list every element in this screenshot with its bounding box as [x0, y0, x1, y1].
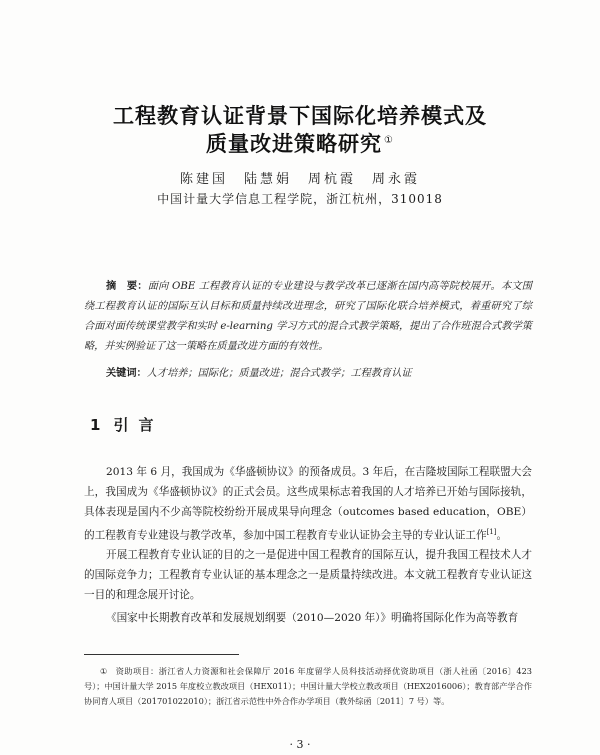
title-line-2-text: 质量改进策略研究: [206, 132, 383, 156]
paragraph-1-text: 2013 年 6 月，我国成为《华盛顿协议》的预备成员。3 年后，在吉隆坡国际工程联盟大会上，我国成为《华盛顿协议》的正式会员。这些成果标志着我国的人才培养已开始与国际接轨，具体表现是国内不少高等院校纷纷开展成果导向理念（outcomes based education，OBE）的工程教育专业建设与教学改革，参加中国工程教育专业认证协会主导的专业认证工作: [84, 466, 532, 542]
body-paragraph-1: [84, 462, 532, 546]
footnote-mark: ①: [100, 666, 108, 676]
abstract: [84, 276, 532, 357]
section-name: 引言: [113, 416, 164, 434]
paper-title-line-2: [60, 128, 540, 158]
keywords-text: 人才培养；国际化；质量改进；混合式教学；工程教育认证: [146, 368, 412, 379]
paragraph-2-text: 开展工程教育专业认证的目的之一是促进中国工程教育的国际互认，提升我国工程技术人才的国际竞争力；工程教育专业认证的基本理念之一是质量持续改进。本文就工程教育专业认证这一目的和理念展开讨论。: [84, 549, 532, 601]
page-number: · 3 ·: [289, 738, 311, 751]
author-list: 陈建国 陆慧娟 周杭霞 周永霞: [179, 172, 420, 187]
title-footnote-mark: ①: [384, 135, 394, 146]
paragraph-1-end: 。: [496, 529, 508, 542]
title-line-1-text: 工程教育认证背景下国际化培养模式及: [113, 104, 487, 128]
footnote-text: 资助项目：浙江省人力资源和社会保障厅 2016 年度留学人员科技活动择优资助项目（浙人社函〔2016〕423 号）；中国计量大学 2015 年度校立教改项目（HEX011）；中国计量大学校立教改项目（HEX2016006）；教育部产学合作协同育人项目（201701022010）；浙江省示范性中外合作办学项目（教外综函〔2011〕7 号）等。: [84, 666, 533, 706]
footnote-divider: [84, 654, 239, 655]
keywords-label: 关键词：: [106, 367, 147, 379]
abstract-text: 面向 OBE 工程教育认证的专业建设与教学改革已逐渐在国内高等院校展开。本文围绕工程教育认证的国际互认目标和质量持续改进理念，研究了国际化联合培养模式，着重研究了综合面对面传统课堂教学和实时 e-learning 学习方式的混合式教学策略，提出了合作班混合式教学策略，并实例验证了这一策略在质量改进方面的有效性。: [84, 281, 532, 352]
body-paragraph-2: [84, 545, 532, 605]
section-heading: [90, 414, 163, 435]
paragraph-3-text: 《国家中长期教育改革和发展规划纲要（2010—2020 年）》明确将国际化作为高等教育: [106, 612, 519, 624]
paper-title-line-1: [60, 100, 540, 130]
abstract-label: 摘 要：: [106, 280, 148, 292]
body-paragraph-3: [84, 608, 532, 628]
author-affiliation: 中国计量大学信息工程学院，浙江杭州，310018: [157, 192, 443, 206]
footnote: [84, 664, 532, 709]
keywords: [106, 364, 532, 383]
citation-ref: [1]: [486, 528, 497, 536]
section-number: 1: [90, 416, 102, 434]
